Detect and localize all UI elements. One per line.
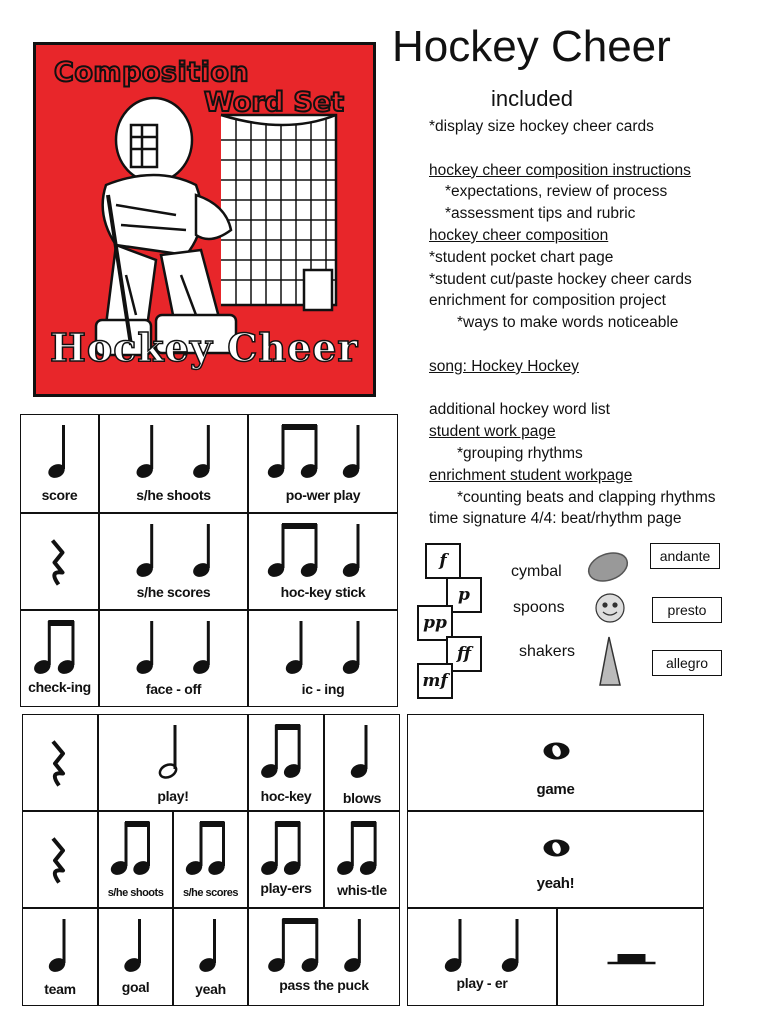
note-beam xyxy=(282,424,317,430)
page-subtitle: included xyxy=(491,86,573,111)
note-beam xyxy=(282,918,317,924)
two-quarter-notes-icon xyxy=(408,909,558,1007)
card-label: s/he scores xyxy=(136,584,211,600)
rhythm-card-team xyxy=(22,908,98,1006)
card-label: yeah! xyxy=(536,875,575,892)
card-label: play - er xyxy=(456,975,508,991)
instrument-label: spoons xyxy=(513,599,565,616)
rhythm-card-half-rest xyxy=(557,908,704,1006)
rhythm-card-goal xyxy=(98,908,173,1006)
rest-glyph xyxy=(53,839,63,883)
card-label: game xyxy=(536,781,575,798)
rhythm-card-players xyxy=(248,811,324,908)
card-label: score xyxy=(41,487,78,503)
contents-list xyxy=(429,116,769,530)
cover-line-2: Word Set xyxy=(204,87,345,118)
card-label: s/he shoots xyxy=(136,487,211,503)
note-beam xyxy=(282,523,317,529)
rest-block xyxy=(618,954,646,963)
rhythm-card-score xyxy=(20,414,99,513)
page-title: Hockey Cheer xyxy=(392,22,671,71)
contents-item: *ways to make words noticeable xyxy=(457,314,679,332)
rest-glyph xyxy=(53,742,63,786)
card-label: s/he shoots xyxy=(107,887,164,899)
contents-item: *assessment tips and rubric xyxy=(445,205,636,223)
rhythm-card-whistle xyxy=(324,811,400,908)
note-beam xyxy=(351,821,376,827)
contents-item: enrichment for composition project xyxy=(429,292,666,310)
note-beam xyxy=(125,821,150,827)
contents-item: *grouping rhythms xyxy=(457,444,583,462)
card-label: ic - ing xyxy=(301,681,345,697)
contents-item: *student pocket chart page xyxy=(429,248,614,266)
card-label: face - off xyxy=(145,681,202,697)
cover-line-1: Composition xyxy=(54,57,250,88)
dynamic-card: mf xyxy=(417,663,453,699)
spoons-icon xyxy=(596,594,624,622)
rhythm-card-yeah-whole xyxy=(407,811,704,908)
card-label: hoc-key stick xyxy=(280,584,366,600)
instrument-label: cymbal xyxy=(511,563,562,580)
whole-note-icon xyxy=(408,812,705,909)
rhythm-card-rest xyxy=(22,811,98,908)
card-label: hoc-key xyxy=(260,788,312,804)
contents-item: song: Hockey Hockey xyxy=(429,357,579,375)
dynamic-card: p xyxy=(446,577,482,613)
contents-item: additional hockey word list xyxy=(429,401,610,419)
card-label: yeah xyxy=(195,981,226,997)
list-gap xyxy=(429,378,769,400)
card-label: s/he scores xyxy=(182,887,239,899)
quarter-rest-icon xyxy=(23,715,99,812)
rhythm-card-game xyxy=(407,714,704,811)
card-label: team xyxy=(44,981,76,997)
rhythm-card-hockey-stick xyxy=(248,513,398,610)
rhythm-card-play xyxy=(98,714,248,811)
rhythm-card-face-off xyxy=(99,610,248,707)
contents-item: time signature 4/4: beat/rhythm page xyxy=(429,510,682,528)
contents-item: hockey cheer composition xyxy=(429,226,609,244)
card-label: whis-tle xyxy=(337,882,387,898)
rhythm-card-rest xyxy=(20,513,99,610)
dynamic-card: pp xyxy=(417,605,453,641)
tempo-card: andante xyxy=(650,543,720,569)
instrument-label: shakers xyxy=(519,643,576,660)
contents-item: *counting beats and clapping rhythms xyxy=(457,488,716,506)
rhythm-card-player xyxy=(407,908,557,1006)
list-gap xyxy=(429,138,769,160)
card-label: goal xyxy=(121,979,150,995)
cymbal-icon xyxy=(585,548,631,586)
list-gap xyxy=(429,334,769,356)
hockey-net xyxy=(221,115,336,310)
instrument-icons xyxy=(580,545,640,690)
dynamic-card: f xyxy=(425,543,461,579)
quarter-rest-icon xyxy=(21,514,100,611)
rhythm-card-pass-the-puck xyxy=(248,908,400,1006)
quarter-rest-icon xyxy=(23,812,99,909)
rhythm-card-she-scores xyxy=(99,513,248,610)
rhythm-card-icing xyxy=(248,610,398,707)
rhythm-card-power-play xyxy=(248,414,398,513)
rhythm-card-checking xyxy=(20,610,99,707)
cover-art xyxy=(33,42,376,397)
tempo-card: allegro xyxy=(652,650,722,676)
dynamic-card: ff xyxy=(446,636,482,672)
shaker-icon xyxy=(600,637,620,685)
rhythm-card-hockey xyxy=(248,714,324,811)
cover-line-3: Hockey Cheer xyxy=(50,325,359,370)
rhythm-card-she-shoots xyxy=(99,414,248,513)
tempo-card: presto xyxy=(652,597,722,623)
note-beam xyxy=(48,620,74,626)
contents-item: *student cut/paste hockey cheer cards xyxy=(429,270,692,288)
rhythm-card-she-scores-small xyxy=(173,811,248,908)
contents-item: hockey cheer composition instructions xyxy=(429,161,691,179)
note-beam xyxy=(275,724,300,730)
note-beam xyxy=(200,821,225,827)
contents-item: *expectations, review of process xyxy=(445,183,668,201)
card-label: po-wer play xyxy=(285,487,361,503)
contents-item: student work page xyxy=(429,423,556,441)
rhythm-card-rest xyxy=(22,714,98,811)
rest-glyph xyxy=(53,541,63,585)
rhythm-card-she-shoots-small xyxy=(98,811,173,908)
card-label: check-ing xyxy=(28,679,91,695)
rhythm-card-yeah xyxy=(173,908,248,1006)
card-label: play! xyxy=(157,788,189,804)
card-label: pass the puck xyxy=(279,977,369,993)
contents-item: *display size hockey cheer cards xyxy=(429,118,654,135)
contents-item: enrichment student workpage xyxy=(429,466,633,484)
half-rest-icon xyxy=(558,909,705,1007)
card-label: blows xyxy=(342,790,382,806)
card-label: play-ers xyxy=(260,880,312,896)
goalie-figure xyxy=(96,98,236,355)
note-beam xyxy=(275,821,300,827)
rhythm-card-blows xyxy=(324,714,400,811)
